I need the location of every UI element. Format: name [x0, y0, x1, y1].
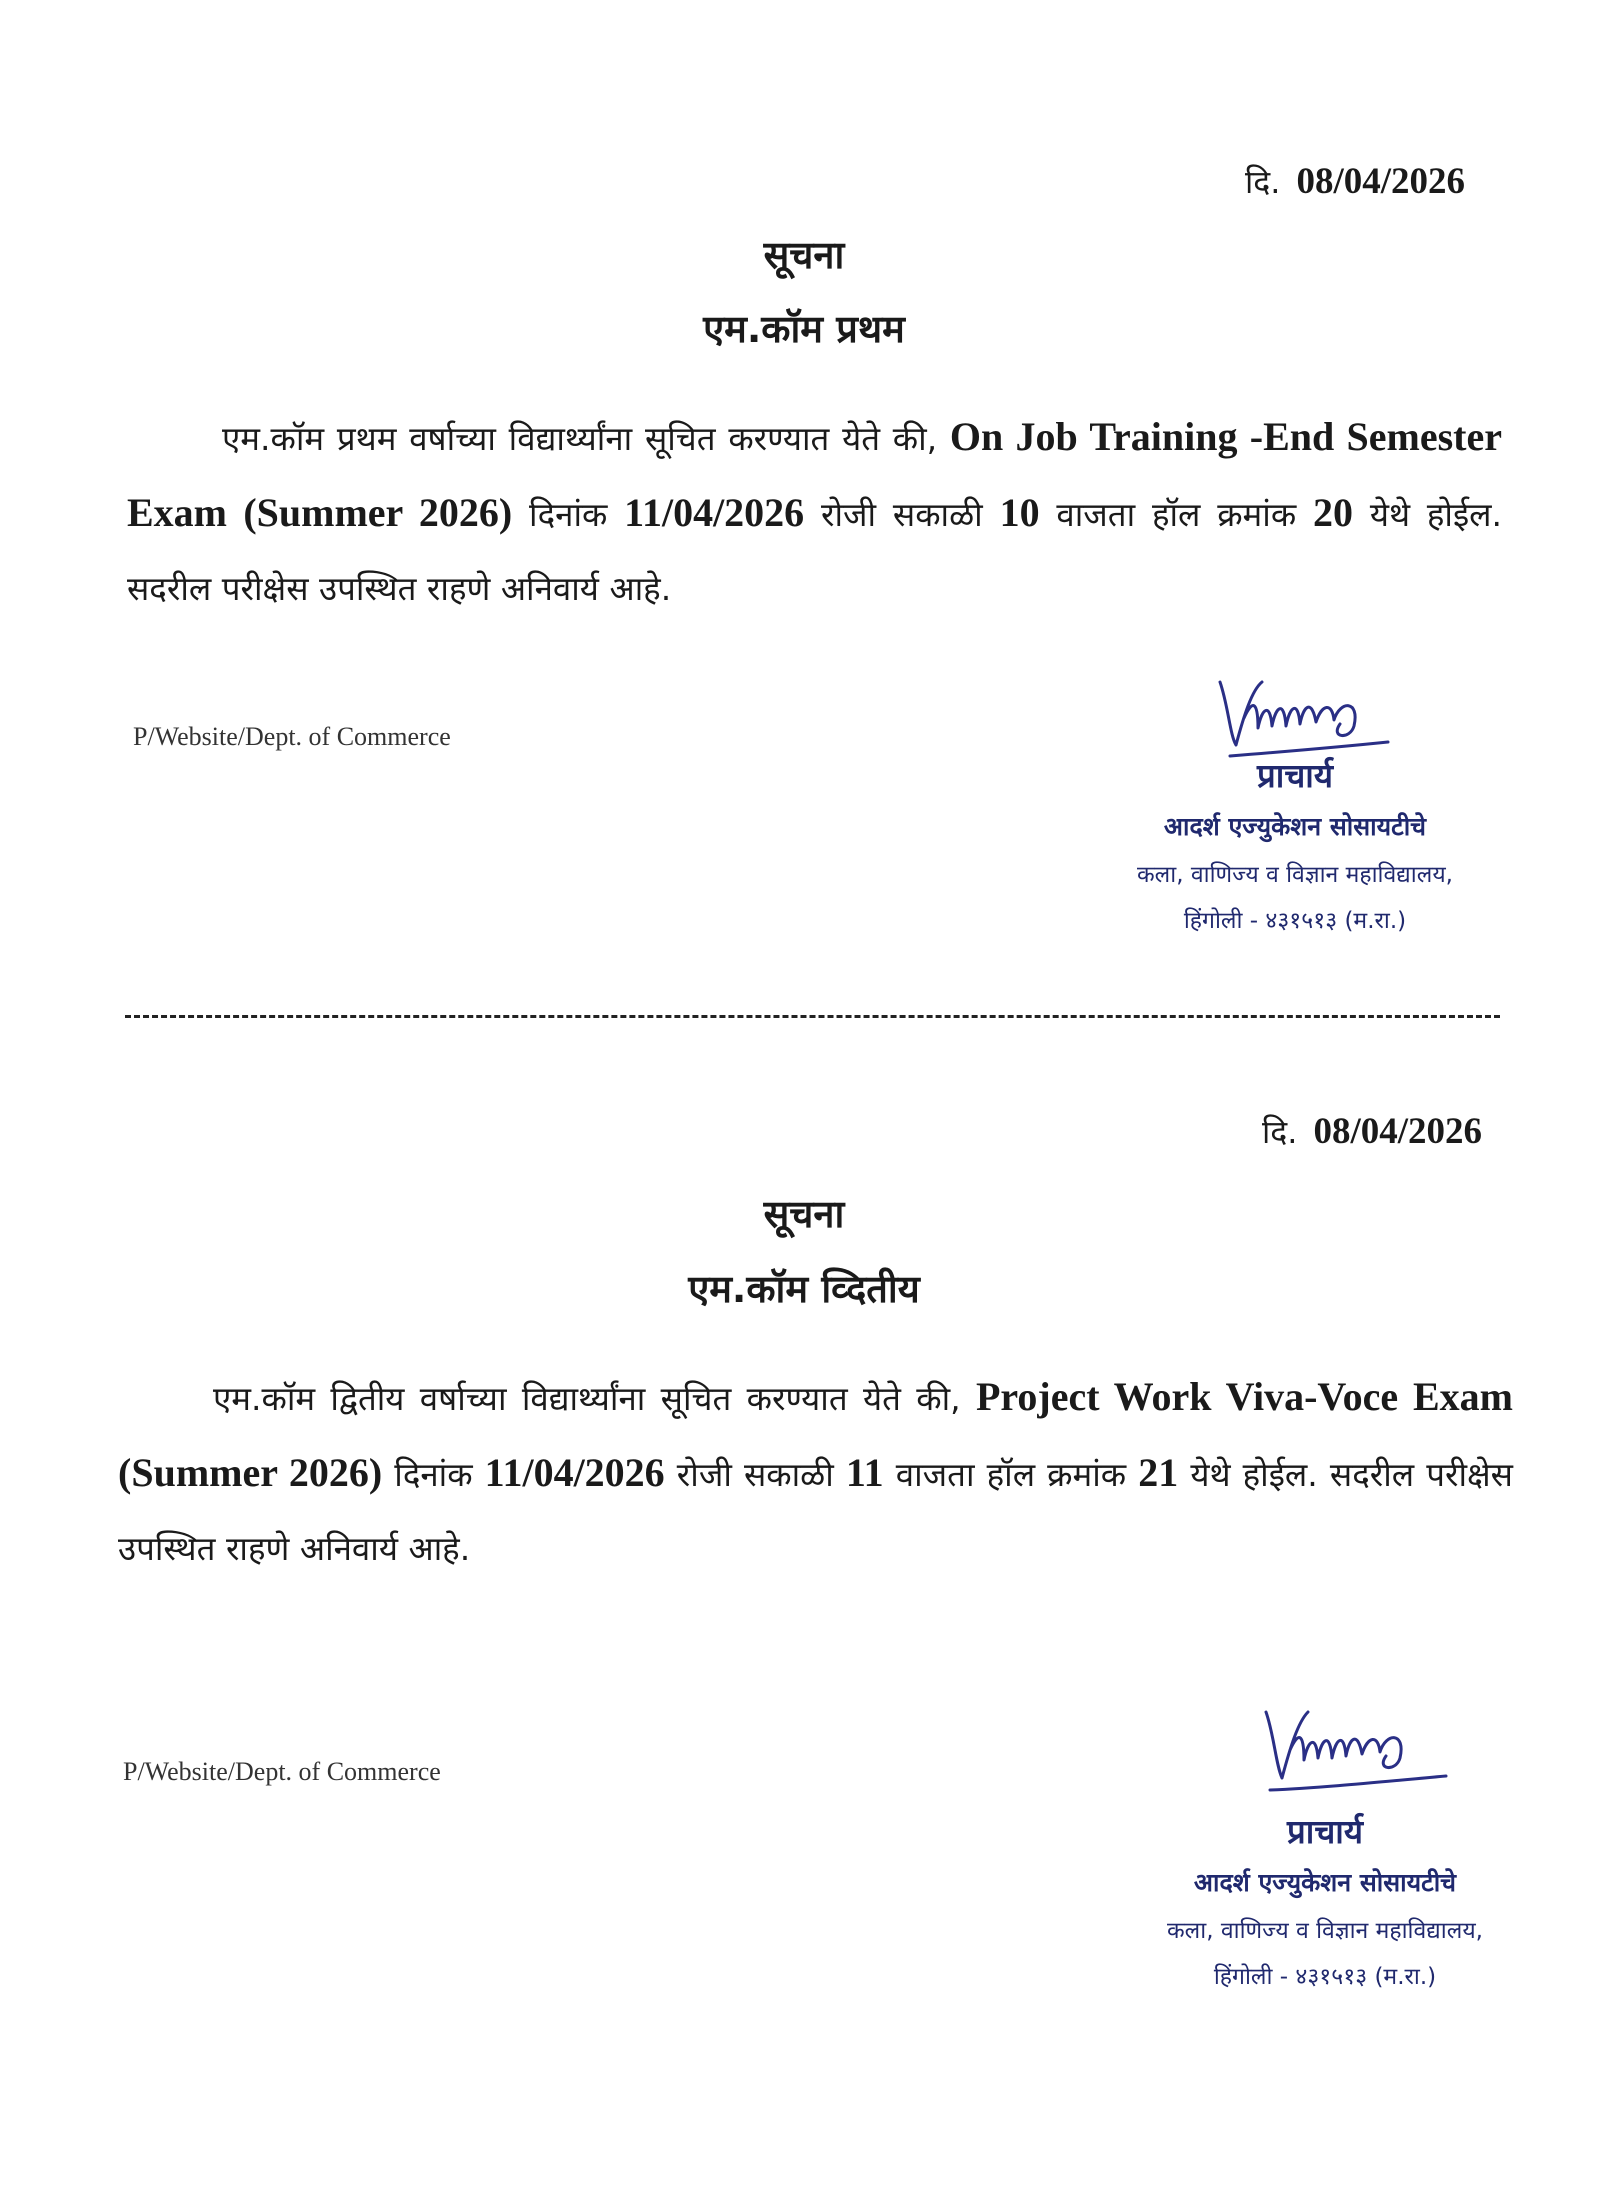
notice-1-reference: P/Website/Dept. of Commerce: [133, 722, 451, 751]
notice-2-title: सूचना: [763, 1192, 845, 1236]
body-text: वाजता हॉल क्रमांक: [883, 1455, 1139, 1494]
exam-time: 10: [999, 490, 1040, 535]
principal-signature: [1250, 1690, 1450, 1800]
notice-1-date: [1245, 160, 1465, 203]
notice-2-body: [118, 1360, 1513, 1586]
exam-date: 11/04/2026: [484, 1450, 665, 1495]
stamp-line: कला, वाणिज्य व विज्ञान महाविद्यालय,: [1137, 862, 1453, 888]
stamp-line: हिंगोली - ४३१५१३ (म.रा.): [1213, 1964, 1437, 1990]
stamp-line: कला, वाणिज्य व विज्ञान महाविद्यालय,: [1167, 1918, 1483, 1944]
stamp-title: प्राचार्य: [1257, 756, 1333, 795]
body-text: वाजता हॉल क्रमांक: [1039, 495, 1313, 534]
date-value: 08/04/2026: [1296, 161, 1466, 202]
body-text: येथे होईल. सदरील परीक्षेस उपस्थित राहणे अनिवार्य आहे.: [118, 1455, 1513, 1568]
hall-number: 21: [1138, 1450, 1179, 1495]
date-value: 08/04/2026: [1313, 1111, 1483, 1152]
date-prefix: दि.: [1245, 163, 1281, 201]
notice-2-subtitle: एम.कॉम व्दितीय: [688, 1267, 920, 1311]
notice-2-stamp: [1115, 1808, 1535, 1991]
body-text: एम.कॉम द्वितीय वर्षाच्या विद्यार्थ्यांना सूचित करण्यात येते की,: [213, 1379, 976, 1418]
hall-number: 20: [1313, 490, 1353, 535]
notice-1-subtitle: एम.कॉम प्रथम: [703, 307, 905, 351]
exam-time: 11: [845, 1450, 884, 1495]
stamp-line: हिंगोली - ४३१५१३ (म.रा.): [1183, 908, 1407, 934]
body-text: येथे होईल. सदरील परीक्षेस उपस्थित राहणे अनिवार्य आहे.: [127, 495, 1503, 608]
body-text: एम.कॉम प्रथम वर्षाच्या विद्यार्थ्यांना सूचित करण्यात येते की,: [222, 419, 950, 458]
notice-1-stamp: [1085, 752, 1505, 935]
principal-signature: [1200, 660, 1400, 765]
notice-2-date: [1262, 1110, 1482, 1153]
exam-name: Project Work Viva-Voce Exam (Summer 2026): [118, 1374, 1513, 1495]
stamp-line: आदर्श एज्युकेशन सोसायटीचे: [1163, 812, 1427, 841]
stamp-line: आदर्श एज्युकेशन सोसायटीचे: [1193, 1868, 1457, 1897]
stamp-title: प्राचार्य: [1287, 1812, 1363, 1851]
body-text: दिनांक: [512, 495, 625, 534]
date-prefix: दि.: [1262, 1113, 1298, 1151]
exam-name: On Job Training -End Semester Exam (Summer 2026): [127, 414, 1502, 535]
notice-2-reference: P/Website/Dept. of Commerce: [123, 1757, 441, 1786]
body-text: रोजी सकाळी: [804, 495, 1000, 534]
body-text: रोजी सकाळी: [664, 1455, 846, 1494]
notice-1-body: [127, 400, 1502, 626]
exam-date: 11/04/2026: [624, 490, 805, 535]
notice-1-title: सूचना: [763, 233, 845, 277]
section-divider: [125, 1015, 1500, 1018]
body-text: दिनांक: [382, 1455, 485, 1494]
